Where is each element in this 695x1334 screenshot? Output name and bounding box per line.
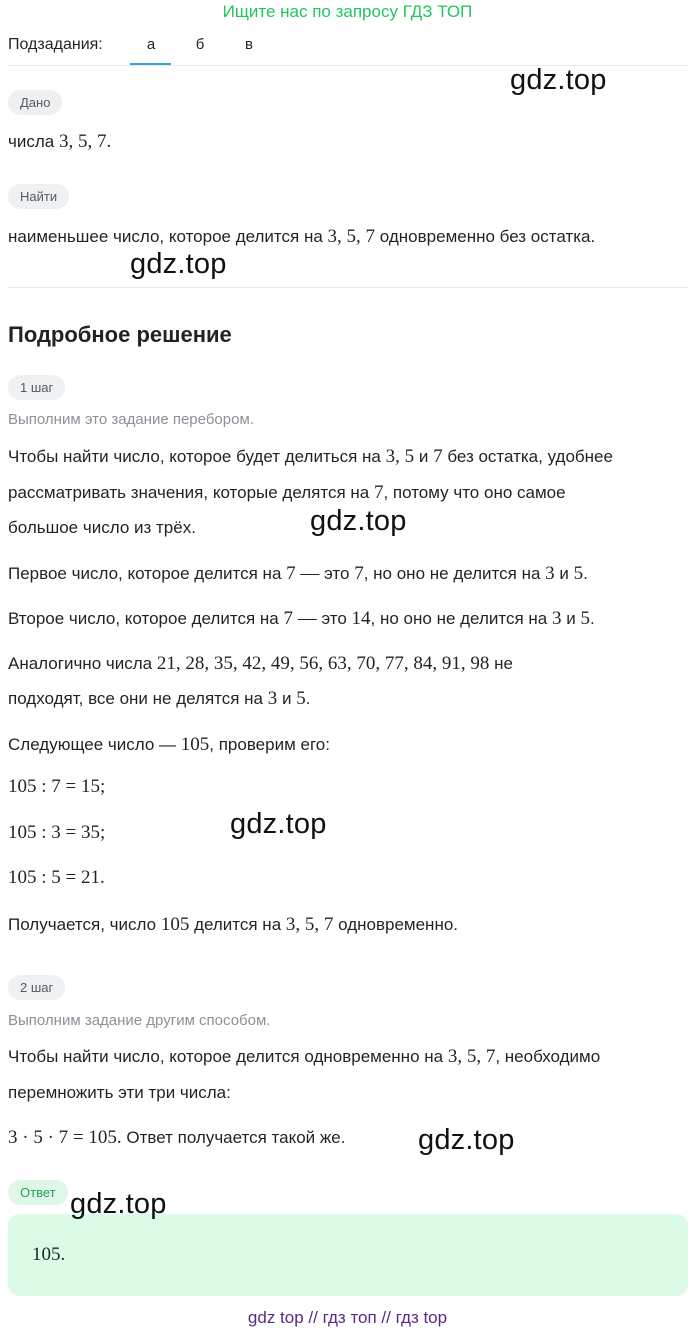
text-fragment: одновременно. [338,915,459,934]
math-fragment: 3, 5, 7 [285,914,334,935]
math-fragment: 3 [551,608,562,629]
step2-para-line2: перемножить эти три числа: [8,1083,231,1102]
text-fragment: подходят, все они не делятся на [8,689,264,708]
period: . [305,689,311,708]
given-pill: Дано [8,90,62,115]
promo-banner[interactable]: Ищите нас по запросу ГДЗ ТОП [222,2,473,21]
step1-para-line3: большое число из трёх. [8,518,196,537]
given-math: 3, 5, 7. [58,131,112,152]
math-fragment: 14 [351,608,371,629]
math-fragment: 7 — [286,563,320,584]
watermark: gdz.top [130,248,227,280]
step1-hint: Выполним это задание перебором. [8,411,254,428]
text-fragment: не [494,654,513,673]
math-fragment: 3 · 5 · 7 = 105. [8,1127,122,1148]
text-fragment: это [321,609,347,628]
find-text [8,219,688,254]
text-fragment: Получается, число [8,915,157,934]
solution-title: Подробное решение [8,322,232,347]
math-fragment: 7 [373,482,384,503]
text-fragment: Аналогично числа [8,654,153,673]
text-fragment: и [566,609,576,628]
text-fragment: Чтобы найти число, которое будет делиться на [8,447,381,466]
text-fragment: , но оно не делится на [363,564,541,583]
text-fragment: делится на [194,915,282,934]
text-fragment: Ответ получается такой же. [126,1128,346,1147]
answer-pill: Ответ [8,1180,68,1205]
math-fragment: 3 [545,563,555,584]
watermark: gdz.top [70,1188,167,1220]
answer-value: 105. [32,1244,66,1265]
math-fragment: 5 [296,688,306,709]
math-fragment: 105 [180,734,210,755]
text-fragment: Следующее число — [8,735,177,754]
step2-hint: Выполним задание другим способом. [8,1012,271,1029]
watermark: gdz.top [310,505,407,537]
text-fragment: Первое число, которое делится на [8,564,282,583]
find-lead: наименьшее число, которое делится на [8,227,323,246]
step1-similar-line1 [8,646,688,681]
text-fragment: рассматривать значения, которые делятся на [8,483,370,502]
text-fragment: , но оно не делится на [370,609,548,628]
find-pill: Найти [8,184,69,209]
find-tail: одновременно без остатка. [379,227,596,246]
text-fragment: , проверим его: [209,735,330,754]
tab-a[interactable]: а [146,36,156,53]
equation-2: 105 : 3 = 35; [8,822,106,843]
text-fragment: и [282,689,292,708]
divider [8,287,688,288]
text-fragment: это [324,564,350,583]
step1-conclusion [8,907,688,942]
tab-v[interactable]: в [245,36,253,53]
given-lead: числа [8,132,55,151]
given-text [8,124,688,159]
math-fragment: 3 [267,688,278,709]
equation-1: 105 : 7 = 15; [8,776,106,797]
math-fragment: 5 [573,563,584,584]
subtasks-label: Подзадания: [8,36,103,53]
equation-3: 105 : 5 = 21. [8,867,105,888]
answer-box [8,1214,688,1296]
math-fragment: 105 [160,914,190,935]
step1-similar-line2 [8,681,688,716]
math-fragment: 7 [433,446,443,467]
text-fragment: Второе число, которое делится на [8,609,279,628]
text-fragment: без остатка, удобнее [447,447,613,466]
step1-first-number [8,556,688,591]
text-fragment: Чтобы найти число, которое делится одновременно на [8,1047,444,1066]
step1-second-number [8,601,688,636]
text-fragment: и [559,564,569,583]
step1-next-number [8,727,688,762]
step1-pill: 1 шаг [8,375,65,400]
watermark: gdz.top [230,808,327,840]
math-fragment: 7 — [283,608,317,629]
tab-b[interactable]: б [195,36,205,53]
math-fragment: 3, 5 [385,446,415,467]
text-fragment: , потому что оно самое [383,483,566,502]
find-math: 3, 5, 7 [327,226,376,247]
step2-pill: 2 шаг [8,975,65,1000]
step2-equation-line [8,1120,688,1155]
math-fragment: 3, 5, 7 [447,1046,496,1067]
math-fragment: 5 [580,608,590,629]
period: . [583,564,588,583]
period: . [589,609,595,628]
math-fragment: 7 [354,563,364,584]
watermark: gdz.top [418,1124,515,1156]
math-fragment: 21, 28, 35, 42, 49, 56, 63, 70, 77, 84, 91, 98 [156,653,490,674]
footer-links[interactable]: gdz top // гдз топ // гдз top [247,1308,448,1327]
step2-para-line1 [8,1039,688,1074]
step1-para-line1 [8,439,688,474]
text-fragment: и [418,447,429,466]
watermark: gdz.top [510,64,607,96]
text-fragment: , необходимо [495,1047,601,1066]
